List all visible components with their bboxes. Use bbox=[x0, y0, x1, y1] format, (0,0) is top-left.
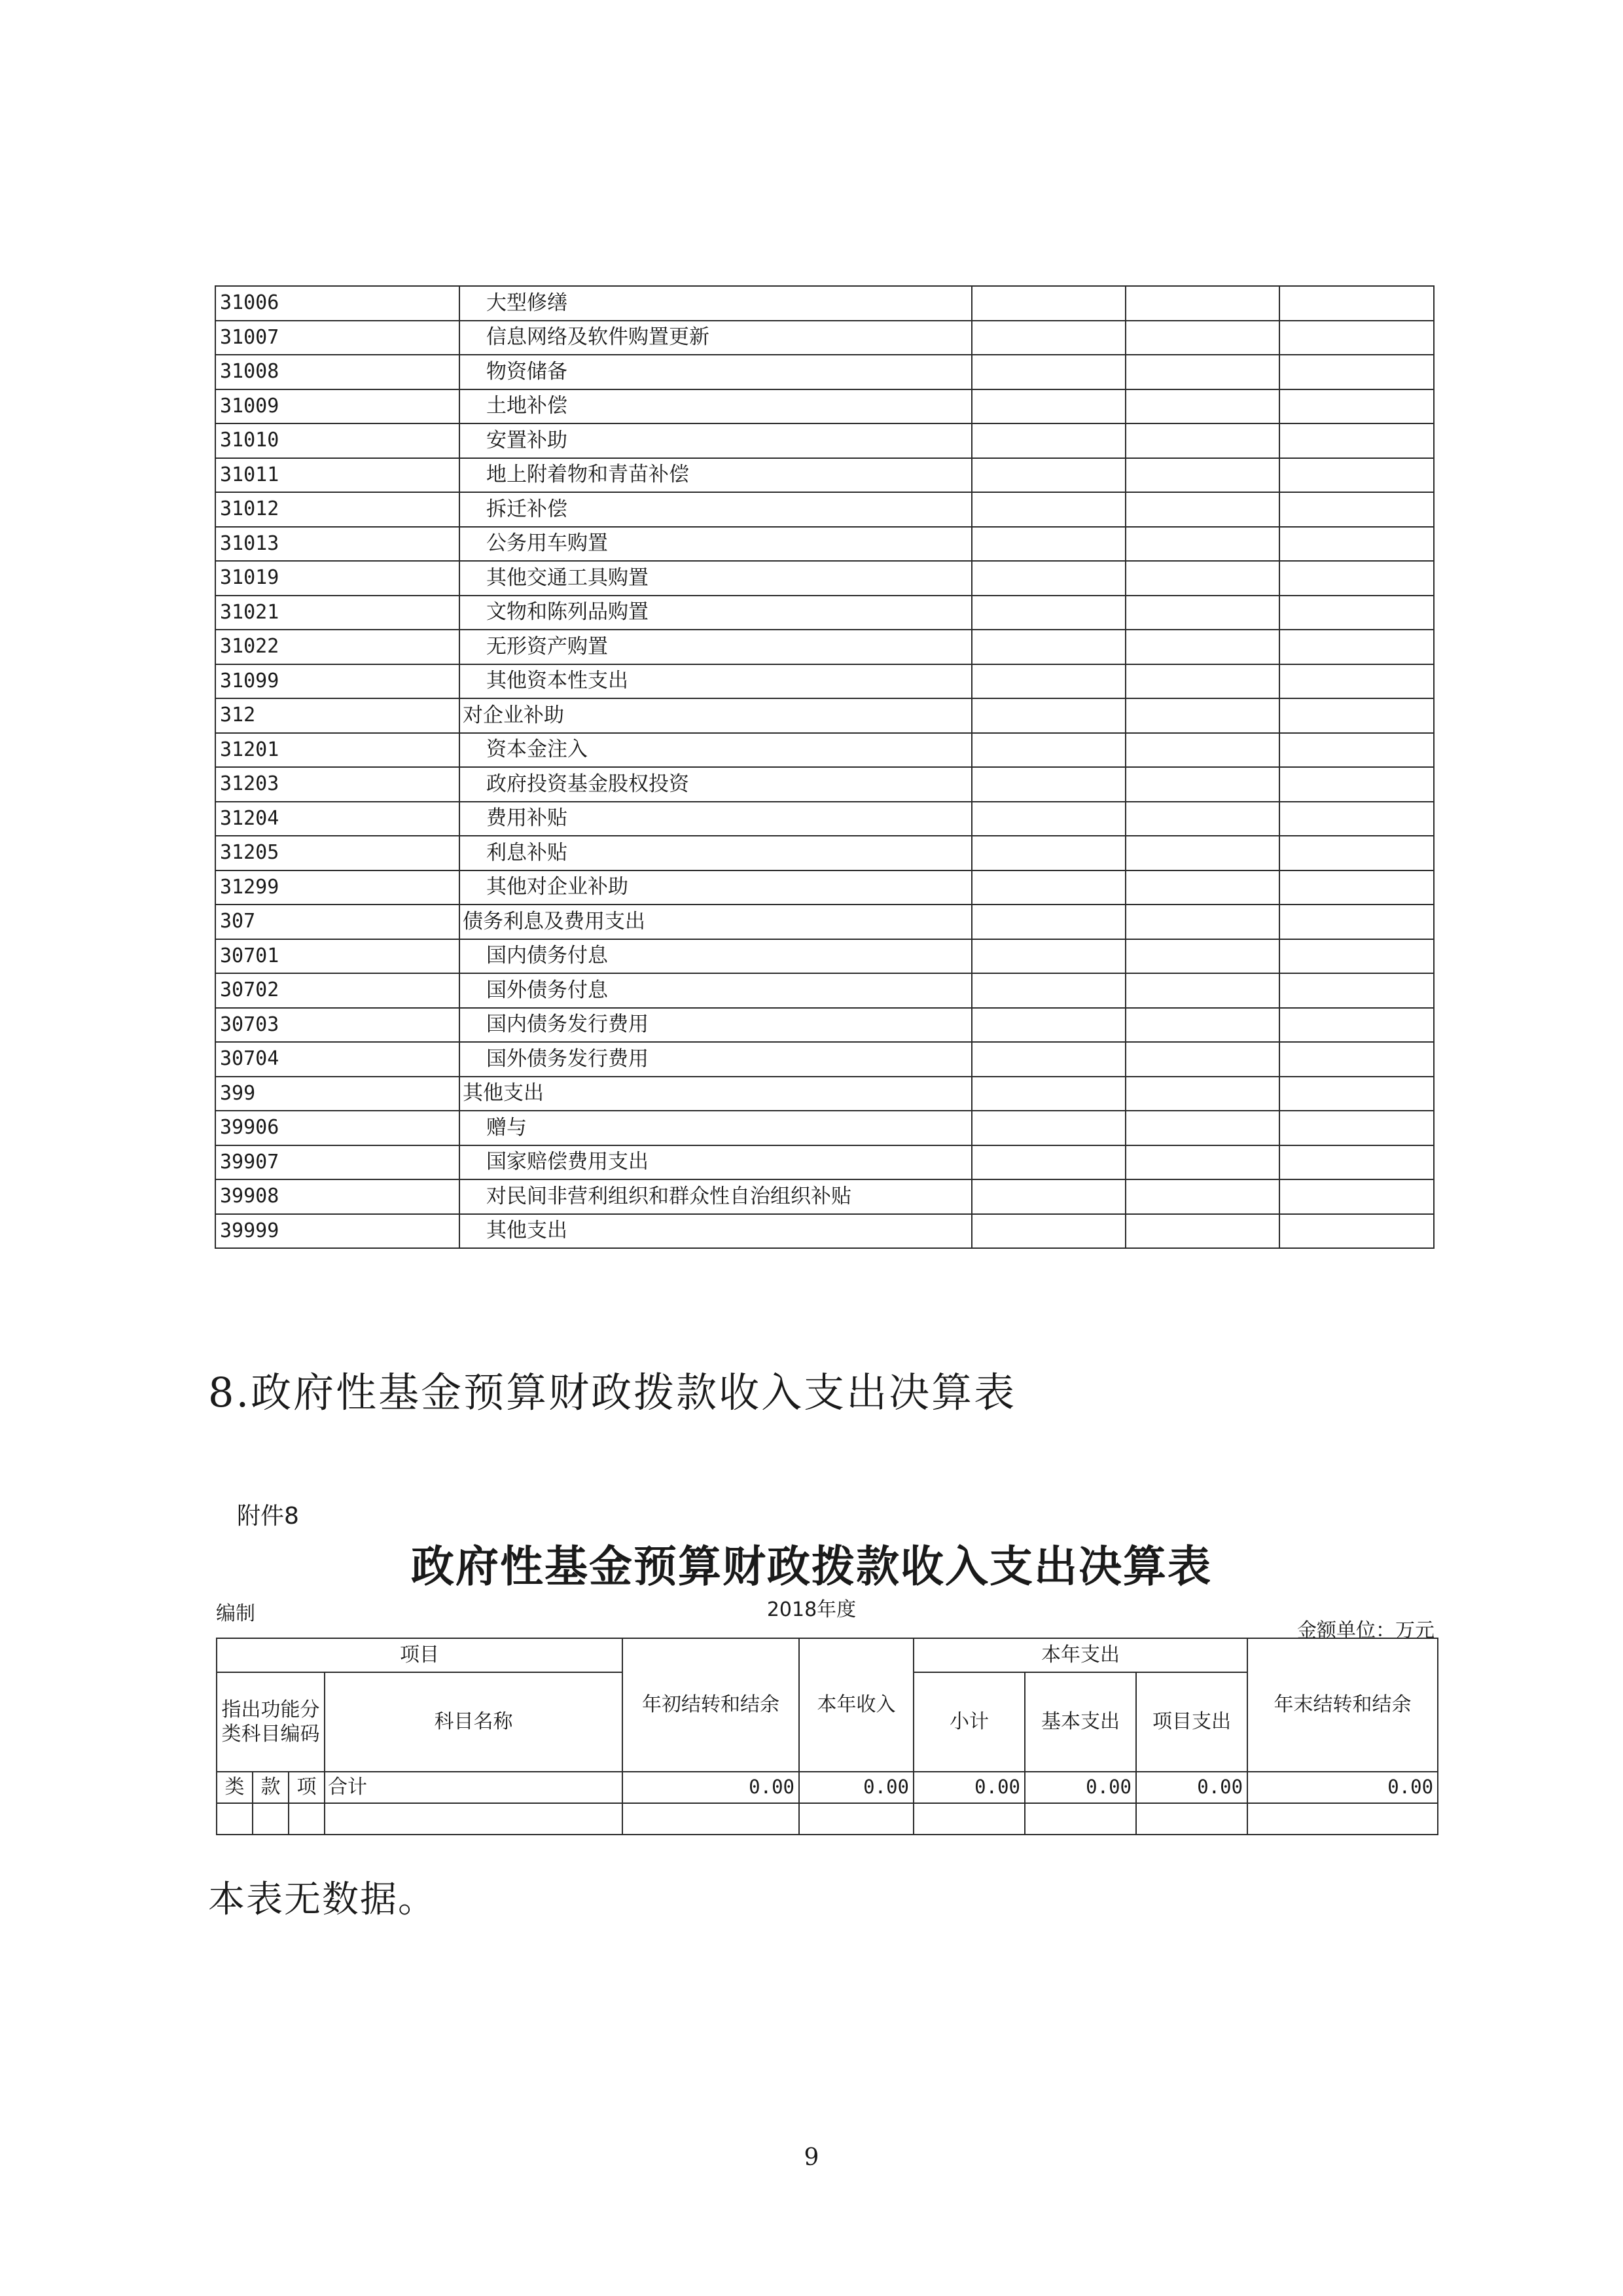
row-name: 赠与 bbox=[459, 1111, 972, 1145]
header-subtotal: 小计 bbox=[914, 1672, 1025, 1772]
row-value-cell bbox=[1126, 561, 1279, 596]
row-value-cell bbox=[972, 1077, 1126, 1111]
row-name: 国外债务付息 bbox=[459, 973, 972, 1008]
row-name: 其他资本性支出 bbox=[459, 664, 972, 699]
row-value-cell bbox=[1126, 527, 1279, 562]
header-code: 指出功能分类科目编码 bbox=[217, 1672, 325, 1772]
row-value-cell bbox=[1126, 1214, 1279, 1249]
row-code: 31010 bbox=[215, 423, 459, 458]
table-row bbox=[215, 939, 1434, 974]
year-label: 2018年度 bbox=[766, 1598, 857, 1621]
row-code: 31012 bbox=[215, 492, 459, 527]
row-value-cell bbox=[1279, 664, 1434, 699]
row-value-cell bbox=[1279, 767, 1434, 802]
code-class: 类 bbox=[217, 1772, 253, 1803]
table-row bbox=[215, 664, 1434, 699]
row-name: 拆迁补偿 bbox=[459, 492, 972, 527]
row-value-cell bbox=[1126, 939, 1279, 974]
total-end-balance: 0.00 bbox=[1247, 1772, 1438, 1803]
row-code: 31011 bbox=[215, 458, 459, 493]
row-value-cell bbox=[1279, 596, 1434, 630]
empty-cell bbox=[1025, 1803, 1136, 1835]
table-row bbox=[215, 286, 1434, 321]
header-row-1 bbox=[217, 1638, 1438, 1672]
row-value-cell bbox=[972, 802, 1126, 836]
row-value-cell bbox=[1126, 596, 1279, 630]
row-code: 39906 bbox=[215, 1111, 459, 1145]
row-value-cell bbox=[1279, 527, 1434, 562]
table-row bbox=[215, 1111, 1434, 1145]
table-row bbox=[215, 389, 1434, 424]
row-value-cell bbox=[1279, 802, 1434, 836]
row-value-cell bbox=[1279, 1111, 1434, 1145]
table-row bbox=[215, 973, 1434, 1008]
row-code: 30704 bbox=[215, 1042, 459, 1077]
row-value-cell bbox=[1126, 1008, 1279, 1043]
table-row bbox=[215, 1214, 1434, 1249]
row-value-cell bbox=[1126, 355, 1279, 389]
row-value-cell bbox=[972, 973, 1126, 1008]
row-code: 31007 bbox=[215, 321, 459, 355]
row-value-cell bbox=[1126, 630, 1279, 664]
row-value-cell bbox=[1279, 1179, 1434, 1214]
row-value-cell bbox=[1126, 767, 1279, 802]
code-item: 项 bbox=[289, 1772, 325, 1803]
row-value-cell bbox=[1279, 458, 1434, 493]
row-code: 30702 bbox=[215, 973, 459, 1008]
row-name: 其他支出 bbox=[459, 1214, 972, 1249]
empty-cell bbox=[325, 1803, 622, 1835]
row-value-cell bbox=[972, 664, 1126, 699]
row-value-cell bbox=[1126, 870, 1279, 905]
total-begin-balance: 0.00 bbox=[622, 1772, 799, 1803]
row-value-cell bbox=[1279, 492, 1434, 527]
header-begin-balance: 年初结转和结余 bbox=[622, 1638, 799, 1772]
total-subtotal: 0.00 bbox=[914, 1772, 1025, 1803]
expenditure-detail-body bbox=[215, 286, 1434, 1248]
table-row bbox=[215, 836, 1434, 870]
table-row bbox=[215, 355, 1434, 389]
row-value-cell bbox=[972, 458, 1126, 493]
row-name: 公务用车购置 bbox=[459, 527, 972, 562]
row-value-cell bbox=[1126, 1042, 1279, 1077]
row-value-cell bbox=[1279, 973, 1434, 1008]
row-value-cell bbox=[1126, 286, 1279, 321]
row-value-cell bbox=[1126, 389, 1279, 424]
row-name: 大型修缮 bbox=[459, 286, 972, 321]
table-row bbox=[215, 870, 1434, 905]
row-value-cell bbox=[1126, 836, 1279, 870]
row-code: 307 bbox=[215, 905, 459, 939]
total-row bbox=[217, 1772, 1438, 1803]
row-value-cell bbox=[1126, 1179, 1279, 1214]
row-code: 399 bbox=[215, 1077, 459, 1111]
empty-cell bbox=[289, 1803, 325, 1835]
row-code: 312 bbox=[215, 698, 459, 733]
total-income: 0.00 bbox=[799, 1772, 914, 1803]
table-row bbox=[215, 1179, 1434, 1214]
row-value-cell bbox=[1279, 1214, 1434, 1249]
empty-row bbox=[217, 1803, 1438, 1835]
row-value-cell bbox=[1126, 664, 1279, 699]
row-value-cell bbox=[1126, 492, 1279, 527]
row-code: 31008 bbox=[215, 355, 459, 389]
table-row bbox=[215, 527, 1434, 562]
row-code: 39908 bbox=[215, 1179, 459, 1214]
row-value-cell bbox=[972, 767, 1126, 802]
row-name: 地上附着物和青苗补偿 bbox=[459, 458, 972, 493]
row-value-cell bbox=[972, 870, 1126, 905]
row-name: 土地补偿 bbox=[459, 389, 972, 424]
row-value-cell bbox=[972, 1111, 1126, 1145]
row-value-cell bbox=[1126, 802, 1279, 836]
row-value-cell bbox=[1279, 939, 1434, 974]
row-value-cell bbox=[972, 1008, 1126, 1043]
row-value-cell bbox=[972, 939, 1126, 974]
empty-cell bbox=[799, 1803, 914, 1835]
row-value-cell bbox=[1279, 870, 1434, 905]
row-value-cell bbox=[972, 527, 1126, 562]
row-code: 31205 bbox=[215, 836, 459, 870]
table-row bbox=[215, 630, 1434, 664]
row-value-cell bbox=[972, 596, 1126, 630]
row-code: 31299 bbox=[215, 870, 459, 905]
row-value-cell bbox=[972, 905, 1126, 939]
row-name: 国外债务发行费用 bbox=[459, 1042, 972, 1077]
row-name: 对民间非营利组织和群众性自治组织补贴 bbox=[459, 1179, 972, 1214]
row-value-cell bbox=[972, 423, 1126, 458]
row-name: 其他交通工具购置 bbox=[459, 561, 972, 596]
table-row bbox=[215, 561, 1434, 596]
row-value-cell bbox=[1126, 1145, 1279, 1180]
row-value-cell bbox=[1126, 423, 1279, 458]
row-code: 31099 bbox=[215, 664, 459, 699]
row-value-cell bbox=[972, 355, 1126, 389]
row-name: 债务利息及费用支出 bbox=[459, 905, 972, 939]
row-name: 安置补助 bbox=[459, 423, 972, 458]
header-project: 项目支出 bbox=[1136, 1672, 1247, 1772]
row-code: 31203 bbox=[215, 767, 459, 802]
row-value-cell bbox=[972, 1179, 1126, 1214]
row-value-cell bbox=[1126, 905, 1279, 939]
table-row bbox=[215, 905, 1434, 939]
row-code: 31009 bbox=[215, 389, 459, 424]
row-value-cell bbox=[972, 492, 1126, 527]
row-code: 39907 bbox=[215, 1145, 459, 1180]
row-value-cell bbox=[1279, 905, 1434, 939]
row-code: 31019 bbox=[215, 561, 459, 596]
row-code: 31201 bbox=[215, 733, 459, 768]
row-value-cell bbox=[1279, 561, 1434, 596]
code-section: 款 bbox=[253, 1772, 289, 1803]
row-value-cell bbox=[972, 321, 1126, 355]
row-value-cell bbox=[1126, 458, 1279, 493]
row-code: 31204 bbox=[215, 802, 459, 836]
row-name: 费用补贴 bbox=[459, 802, 972, 836]
row-name: 物资储备 bbox=[459, 355, 972, 389]
total-project: 0.00 bbox=[1136, 1772, 1247, 1803]
unit-label: 金额单位：万元 bbox=[1297, 1619, 1435, 1642]
row-code: 30701 bbox=[215, 939, 459, 974]
row-value-cell bbox=[1279, 630, 1434, 664]
empty-cell bbox=[217, 1803, 253, 1835]
empty-cell bbox=[622, 1803, 799, 1835]
row-name: 国家赔偿费用支出 bbox=[459, 1145, 972, 1180]
row-value-cell bbox=[972, 1145, 1126, 1180]
row-value-cell bbox=[972, 836, 1126, 870]
row-value-cell bbox=[1126, 1077, 1279, 1111]
form-title: 政府性基金预算财政拨款收入支出决算表 bbox=[411, 1541, 1212, 1592]
row-value-cell bbox=[972, 286, 1126, 321]
table-row bbox=[215, 1008, 1434, 1043]
row-value-cell bbox=[972, 630, 1126, 664]
row-name: 无形资产购置 bbox=[459, 630, 972, 664]
row-value-cell bbox=[972, 561, 1126, 596]
row-name: 国内债务发行费用 bbox=[459, 1008, 972, 1043]
row-name: 资本金注入 bbox=[459, 733, 972, 768]
empty-cell bbox=[253, 1803, 289, 1835]
row-code: 30703 bbox=[215, 1008, 459, 1043]
table-row bbox=[215, 458, 1434, 493]
total-label: 合计 bbox=[325, 1772, 622, 1803]
table-row bbox=[215, 698, 1434, 733]
table-row bbox=[215, 802, 1434, 836]
row-name: 对企业补助 bbox=[459, 698, 972, 733]
table-row bbox=[215, 1042, 1434, 1077]
row-value-cell bbox=[1279, 733, 1434, 768]
header-basic: 基本支出 bbox=[1025, 1672, 1136, 1772]
empty-cell bbox=[1247, 1803, 1438, 1835]
row-value-cell bbox=[1279, 423, 1434, 458]
empty-cell bbox=[914, 1803, 1025, 1835]
compiler-label: 编制 bbox=[216, 1602, 255, 1625]
header-end-balance: 年末结转和结余 bbox=[1247, 1638, 1438, 1772]
table-row bbox=[215, 492, 1434, 527]
empty-cell bbox=[1136, 1803, 1247, 1835]
row-value-cell bbox=[1279, 355, 1434, 389]
table-row bbox=[215, 1145, 1434, 1180]
page-number: 9 bbox=[804, 2144, 819, 2171]
row-name: 政府投资基金股权投资 bbox=[459, 767, 972, 802]
row-value-cell bbox=[1279, 836, 1434, 870]
header-name: 科目名称 bbox=[325, 1672, 622, 1772]
row-name: 文物和陈列品购置 bbox=[459, 596, 972, 630]
row-name: 信息网络及软件购置更新 bbox=[459, 321, 972, 355]
row-value-cell bbox=[1126, 973, 1279, 1008]
row-value-cell bbox=[1279, 1077, 1434, 1111]
row-value-cell bbox=[1279, 1145, 1434, 1180]
row-value-cell bbox=[1126, 321, 1279, 355]
table-row bbox=[215, 423, 1434, 458]
row-value-cell bbox=[1279, 286, 1434, 321]
row-value-cell bbox=[1126, 1111, 1279, 1145]
table-row bbox=[215, 767, 1434, 802]
fund-budget-table bbox=[216, 1638, 1438, 1835]
row-value-cell bbox=[972, 1042, 1126, 1077]
row-value-cell bbox=[1126, 733, 1279, 768]
total-basic: 0.00 bbox=[1025, 1772, 1136, 1803]
row-value-cell bbox=[972, 698, 1126, 733]
header-expense: 本年支出 bbox=[914, 1638, 1247, 1672]
table-row bbox=[215, 321, 1434, 355]
row-value-cell bbox=[1279, 1008, 1434, 1043]
row-value-cell bbox=[1279, 698, 1434, 733]
row-value-cell bbox=[972, 1214, 1126, 1249]
row-value-cell bbox=[972, 389, 1126, 424]
no-data-note: 本表无数据。 bbox=[208, 1878, 436, 1921]
row-code: 31022 bbox=[215, 630, 459, 664]
row-value-cell bbox=[1279, 1042, 1434, 1077]
row-code: 39999 bbox=[215, 1214, 459, 1249]
row-value-cell bbox=[1126, 698, 1279, 733]
table-row bbox=[215, 733, 1434, 768]
header-income: 本年收入 bbox=[799, 1638, 914, 1772]
table-row bbox=[215, 596, 1434, 630]
row-value-cell bbox=[1279, 389, 1434, 424]
row-code: 31006 bbox=[215, 286, 459, 321]
row-name: 利息补贴 bbox=[459, 836, 972, 870]
table-row bbox=[215, 1077, 1434, 1111]
row-name: 其他支出 bbox=[459, 1077, 972, 1111]
row-value-cell bbox=[972, 733, 1126, 768]
row-value-cell bbox=[1279, 321, 1434, 355]
header-item: 项目 bbox=[217, 1638, 622, 1672]
section-heading: 8.政府性基金预算财政拨款收入支出决算表 bbox=[208, 1369, 1017, 1416]
row-name: 其他对企业补助 bbox=[459, 870, 972, 905]
expenditure-detail-table bbox=[215, 285, 1435, 1249]
row-code: 31013 bbox=[215, 527, 459, 562]
attachment-label: 附件8 bbox=[237, 1503, 299, 1530]
row-code: 31021 bbox=[215, 596, 459, 630]
row-name: 国内债务付息 bbox=[459, 939, 972, 974]
